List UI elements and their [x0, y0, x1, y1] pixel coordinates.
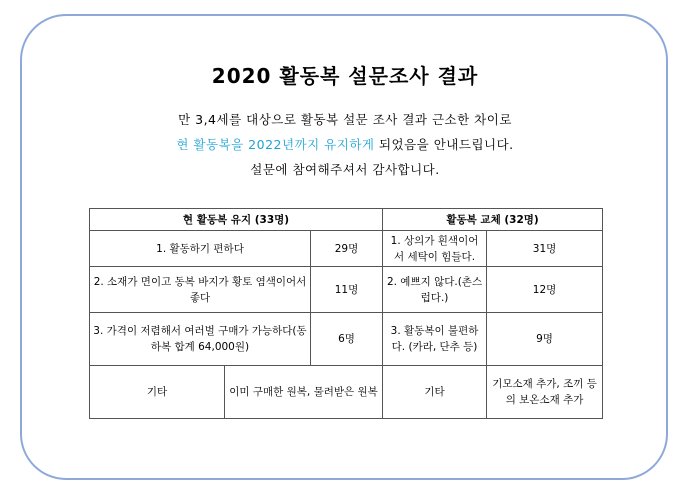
page-title: 2020 활동복 설문조사 결과: [211, 64, 479, 88]
table-header-row: [90, 209, 603, 231]
intro-line-1: 만 3,4세를 대상으로 활동복 설문 조사 결과 근소한 차이로: [178, 112, 512, 127]
table-row: [90, 313, 603, 366]
replace-reason: 3. 활동복이 불편하다. (카라, 단추 등): [383, 313, 487, 366]
keep-reason: 3. 가격이 저렴해서 여러벌 구매가 가능하다(동하복 합계 64,000원): [90, 313, 311, 366]
keep-other-text: 이미 구매한 원복, 물려받은 원복: [225, 366, 383, 419]
keep-reason: 1. 활동하기 편하다: [90, 231, 311, 267]
keep-other-label: 기타: [90, 366, 225, 419]
replace-header: 활동복 교체 (32명): [383, 209, 603, 231]
table-row-other: [90, 366, 603, 419]
intro-line-3: 설문에 참여해주셔서 감사합니다.: [250, 162, 440, 177]
replace-count: 31명: [487, 231, 603, 267]
intro-line-2-rest: 되었음을 안내드립니다.: [374, 137, 514, 152]
intro-line-2: [0, 135, 690, 153]
table-row: [90, 267, 603, 313]
replace-reason: 1. 상의가 흰색이어서 세탁이 힘들다.: [383, 231, 487, 267]
replace-other-label: 기타: [383, 366, 487, 419]
replace-other-text: 기모소재 추가, 조끼 등의 보온소재 추가: [487, 366, 603, 419]
keep-header: 현 활동복 유지 (33명): [90, 209, 383, 231]
keep-reason: 2. 소재가 면이고 동복 바지가 황토 염색이어서 좋다: [90, 267, 311, 313]
highlighted-text: 현 활동복을 2022년까지 유지하게: [176, 137, 375, 152]
keep-count: 6명: [311, 313, 383, 366]
replace-reason: 2. 예쁘지 않다.(촌스럽다.): [383, 267, 487, 313]
table-row: [90, 231, 603, 267]
keep-count: 11명: [311, 267, 383, 313]
keep-count: 29명: [311, 231, 383, 267]
replace-count: 12명: [487, 267, 603, 313]
replace-count: 9명: [487, 313, 603, 366]
survey-results-table: [89, 208, 603, 419]
